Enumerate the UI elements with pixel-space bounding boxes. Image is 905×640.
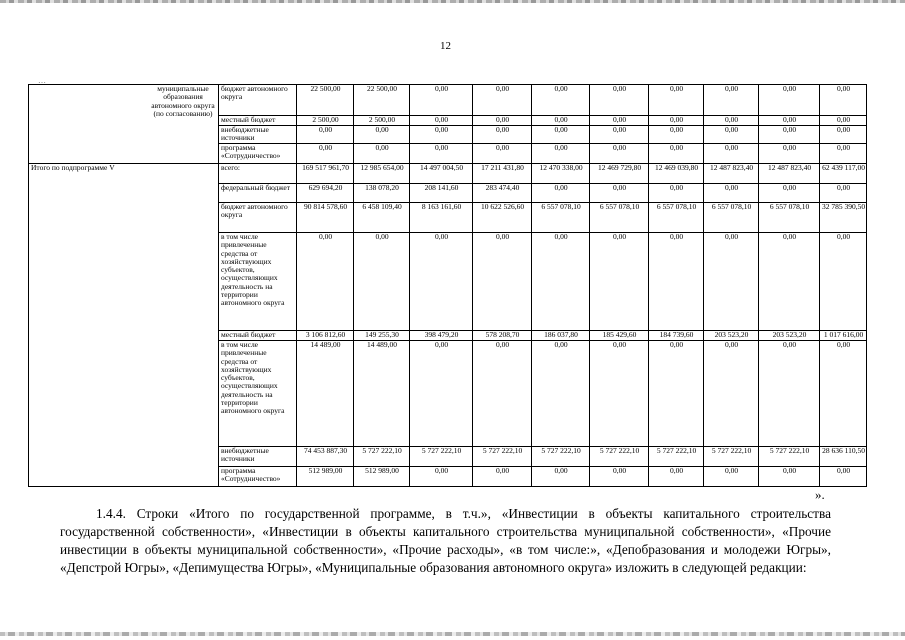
group-label-subprogram-total: Итого по подпрограмме V [29, 164, 219, 487]
closing-quote: ». [815, 487, 825, 502]
amount-cell: 0,00 [297, 144, 354, 164]
amount-cell: 0,00 [820, 233, 867, 331]
amount-cell: 17 211 431,80 [473, 164, 532, 184]
amount-cell: 0,00 [410, 85, 473, 116]
amount-cell: 0,00 [649, 233, 704, 331]
amount-cell: 22 500,00 [297, 85, 354, 116]
amount-cell: 5 727 222,10 [532, 447, 590, 467]
funding-source-cell: в том числе привлеченные средства от хозяйствующих субъектов, осуществляющих деятельность на территории автономного округа [219, 233, 297, 331]
amount-cell: 0,00 [704, 126, 759, 144]
amount-cell: 0,00 [820, 467, 867, 487]
scan-edge-top [0, 0, 905, 3]
amount-cell: 203 523,20 [759, 331, 820, 341]
amount-cell: 0,00 [759, 184, 820, 203]
amount-cell: 0,00 [590, 126, 649, 144]
amount-cell: 0,00 [473, 126, 532, 144]
amount-cell: 203 523,20 [704, 331, 759, 341]
amount-cell: 2 500,00 [354, 116, 410, 126]
amount-cell: 0,00 [473, 144, 532, 164]
amount-cell: 0,00 [820, 126, 867, 144]
table-row [29, 164, 867, 184]
amount-cell: 0,00 [410, 341, 473, 447]
amount-cell: 0,00 [473, 467, 532, 487]
amount-cell: 0,00 [590, 467, 649, 487]
amount-cell: 0,00 [820, 116, 867, 126]
amount-cell: 14 497 004,50 [410, 164, 473, 184]
amount-cell: 0,00 [820, 341, 867, 447]
amount-cell: 0,00 [410, 126, 473, 144]
amount-cell: 2 500,00 [297, 116, 354, 126]
amount-cell: 0,00 [532, 341, 590, 447]
amount-cell: 512 989,00 [297, 467, 354, 487]
amount-cell: 0,00 [704, 144, 759, 164]
amount-cell: 14 489,00 [354, 341, 410, 447]
amount-cell: 0,00 [704, 233, 759, 331]
amount-cell: 0,00 [704, 184, 759, 203]
amount-cell: 5 727 222,10 [704, 447, 759, 467]
amount-cell: 0,00 [532, 184, 590, 203]
amount-cell: 1 017 616,00 [820, 331, 867, 341]
amount-cell: 512 989,00 [354, 467, 410, 487]
amount-cell: 185 429,60 [590, 331, 649, 341]
scan-edge-bottom [0, 632, 905, 636]
amount-cell: 0,00 [649, 341, 704, 447]
funding-source-cell: программа «Сотрудничество» [219, 467, 297, 487]
amount-cell: 629 694,20 [297, 184, 354, 203]
amount-cell: 0,00 [532, 126, 590, 144]
amount-cell: 0,00 [532, 144, 590, 164]
amount-cell: 149 255,30 [354, 331, 410, 341]
amount-cell: 0,00 [590, 233, 649, 331]
amount-cell: 6 557 078,10 [649, 203, 704, 233]
amount-cell: 0,00 [649, 467, 704, 487]
amount-cell: 0,00 [473, 116, 532, 126]
amount-cell: 0,00 [820, 184, 867, 203]
amount-cell: 578 208,70 [473, 331, 532, 341]
amount-cell: 12 470 338,00 [532, 164, 590, 184]
amount-cell: 0,00 [590, 184, 649, 203]
amount-cell: 10 622 526,60 [473, 203, 532, 233]
funding-source-cell: бюджет автономного округа [219, 203, 297, 233]
funding-source-cell: внебюджетные источники [219, 447, 297, 467]
amount-cell: 0,00 [590, 85, 649, 116]
funding-source-cell: всего: [219, 164, 297, 184]
amount-cell: 5 727 222,10 [759, 447, 820, 467]
amount-cell: 0,00 [820, 85, 867, 116]
amount-cell: 32 785 390,50 [820, 203, 867, 233]
amount-cell: 12 487 823,40 [759, 164, 820, 184]
amount-cell: 0,00 [759, 341, 820, 447]
amount-cell: 0,00 [532, 116, 590, 126]
amount-cell: 0,00 [473, 341, 532, 447]
funding-source-cell: федеральный бюджет [219, 184, 297, 203]
amount-cell: 5 727 222,10 [354, 447, 410, 467]
amount-cell: 8 163 161,60 [410, 203, 473, 233]
amount-cell: 0,00 [354, 233, 410, 331]
scan-mark: … [38, 76, 46, 85]
group-label-municipalities [29, 85, 219, 164]
amount-cell: 0,00 [649, 184, 704, 203]
amount-cell: 0,00 [532, 85, 590, 116]
amount-cell: 0,00 [410, 467, 473, 487]
funding-source-cell: местный бюджет [219, 116, 297, 126]
funding-source-cell: бюджет автономного округа [219, 85, 297, 116]
amount-cell: 62 439 117,00 [820, 164, 867, 184]
amount-cell: 12 469 729,80 [590, 164, 649, 184]
amount-cell: 398 479,20 [410, 331, 473, 341]
group-label-text: муниципальные образования автономного округа (по согласованию) [151, 84, 215, 118]
amount-cell: 0,00 [759, 467, 820, 487]
amount-cell: 6 557 078,10 [704, 203, 759, 233]
amount-cell: 0,00 [820, 144, 867, 164]
amendment-paragraph [60, 505, 831, 577]
amount-cell: 0,00 [759, 144, 820, 164]
amount-cell: 22 500,00 [354, 85, 410, 116]
amount-cell: 0,00 [759, 233, 820, 331]
amount-cell: 6 557 078,10 [532, 203, 590, 233]
amount-cell: 6 557 078,10 [759, 203, 820, 233]
amount-cell: 0,00 [704, 116, 759, 126]
amount-cell: 0,00 [704, 85, 759, 116]
funding-source-cell: в том числе привлеченные средства от хозяйствующих субъектов, осуществляющих деятельность на территории автономного округа [219, 341, 297, 447]
amount-cell: 0,00 [590, 116, 649, 126]
amount-cell: 0,00 [590, 341, 649, 447]
amount-cell: 0,00 [759, 116, 820, 126]
amount-cell: 0,00 [704, 467, 759, 487]
amount-cell: 0,00 [297, 126, 354, 144]
amount-cell: 0,00 [410, 116, 473, 126]
amount-cell: 208 141,60 [410, 184, 473, 203]
funding-source-cell: программа «Сотрудничество» [219, 144, 297, 164]
amount-cell: 0,00 [759, 85, 820, 116]
amount-cell: 14 489,00 [297, 341, 354, 447]
amount-cell: 12 985 654,00 [354, 164, 410, 184]
amount-cell: 5 727 222,10 [590, 447, 649, 467]
amount-cell: 0,00 [532, 467, 590, 487]
budget-table [28, 84, 867, 487]
amount-cell: 0,00 [410, 233, 473, 331]
amount-cell: 74 453 887,30 [297, 447, 354, 467]
amount-cell: 5 727 222,10 [473, 447, 532, 467]
amount-cell: 0,00 [649, 85, 704, 116]
page-number: 12 [440, 40, 451, 52]
table-row [29, 85, 867, 116]
amount-cell: 0,00 [473, 233, 532, 331]
amount-cell: 0,00 [649, 144, 704, 164]
amount-cell: 5 727 222,10 [649, 447, 704, 467]
budget-table-body [29, 85, 867, 487]
amount-cell: 0,00 [532, 233, 590, 331]
amount-cell: 0,00 [649, 126, 704, 144]
amount-cell: 5 727 222,10 [410, 447, 473, 467]
amount-cell: 0,00 [759, 126, 820, 144]
amount-cell: 0,00 [354, 126, 410, 144]
amount-cell: 0,00 [704, 341, 759, 447]
funding-source-cell: местный бюджет [219, 331, 297, 341]
amount-cell: 28 636 110,50 [820, 447, 867, 467]
amount-cell: 184 739,60 [649, 331, 704, 341]
amount-cell: 0,00 [297, 233, 354, 331]
amount-cell: 0,00 [410, 144, 473, 164]
funding-source-cell: внебюджетные источники [219, 126, 297, 144]
amount-cell: 12 487 823,40 [704, 164, 759, 184]
amount-cell: 283 474,40 [473, 184, 532, 203]
amount-cell: 0,00 [590, 144, 649, 164]
amount-cell: 12 469 039,80 [649, 164, 704, 184]
amount-cell: 3 106 812,60 [297, 331, 354, 341]
amount-cell: 0,00 [473, 85, 532, 116]
amount-cell: 169 517 961,70 [297, 164, 354, 184]
amount-cell: 186 037,80 [532, 331, 590, 341]
amount-cell: 6 557 078,10 [590, 203, 649, 233]
amendment-paragraph-text: 1.4.4. Строки «Итого по государственной программе, в т.ч.», «Инвестиции в объекты капитального строительства государственной собственности», «Инвестиции в объекты капитального строительства муниципальной собственности», «Прочие инвестиции в объекты муниципальной собственности», «Прочие расходы», «в том числе:», «Депобразования и молодежи Югры», «Депстрой Югры», «Депимущества Югры», «Муниципальные образования автономного округа» изложить в следующей редакции: [60, 506, 831, 575]
amount-cell: 90 814 578,60 [297, 203, 354, 233]
amount-cell: 0,00 [649, 116, 704, 126]
amount-cell: 0,00 [354, 144, 410, 164]
amount-cell: 138 078,20 [354, 184, 410, 203]
amount-cell: 6 458 109,40 [354, 203, 410, 233]
